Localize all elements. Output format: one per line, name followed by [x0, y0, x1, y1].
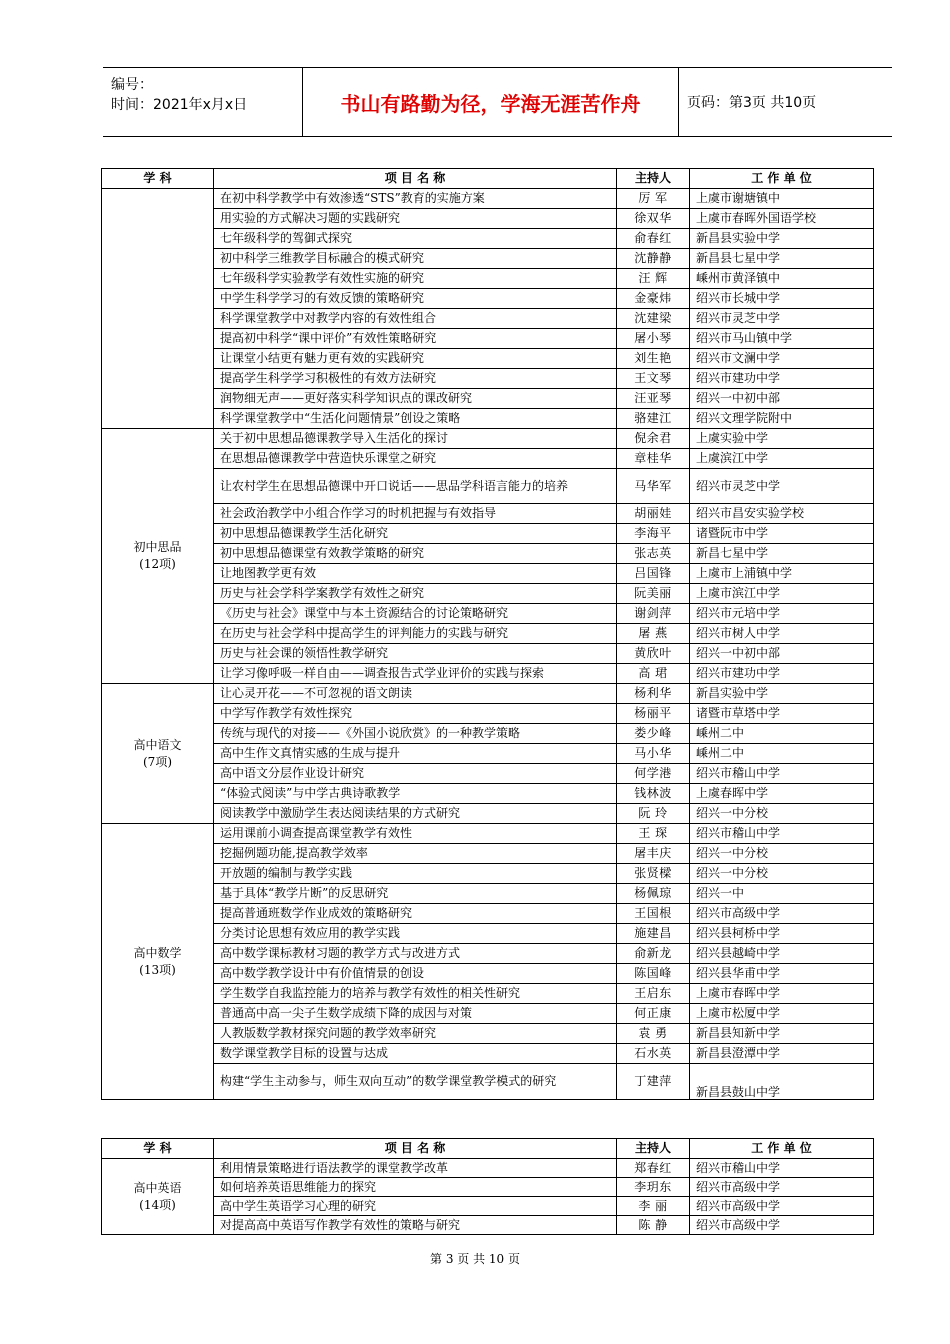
- project-unit: 绍兴市高级中学: [690, 904, 874, 924]
- project-title: 阅读教学中激励学生表达阅读结果的方式研究: [214, 804, 617, 824]
- project-title: 七年级科学实验教学有效性实施的研究: [214, 269, 617, 289]
- project-host: 钱林波: [617, 784, 690, 804]
- table-row: [102, 784, 874, 804]
- project-title: 让地图教学更有效: [214, 564, 617, 584]
- subject-count: (12项): [139, 557, 176, 571]
- project-unit: 绍兴市稽山中学: [690, 1159, 874, 1178]
- subject-count: (13项): [139, 962, 176, 977]
- col-unit-header: 工 作 单 位: [690, 169, 874, 189]
- subject-cell-empty: [102, 189, 214, 429]
- col-subject-header: 学 科: [102, 169, 214, 189]
- project-unit: 上虞市春晖中学: [690, 984, 874, 1004]
- subject-cell: [102, 684, 214, 824]
- table-row: [102, 664, 874, 684]
- table-row: [102, 289, 874, 309]
- project-unit: 绍兴县越崎中学: [690, 944, 874, 964]
- table-row: [102, 684, 874, 704]
- table-row: [102, 984, 874, 1004]
- project-unit: 嵊州市黄泽镇中: [690, 269, 874, 289]
- project-unit: 上虞春晖中学: [690, 784, 874, 804]
- project-unit: 新昌县知新中学: [690, 1024, 874, 1044]
- projects-table-1: [101, 168, 874, 1100]
- project-unit: 绍兴市昌安实验学校: [690, 504, 874, 524]
- project-host: 陈国峰: [617, 964, 690, 984]
- project-unit: 绍兴一中分校: [690, 804, 874, 824]
- project-unit: 绍兴市稽山中学: [690, 824, 874, 844]
- project-unit: 上虞滨江中学: [690, 449, 874, 469]
- project-unit: 绍兴市文澜中学: [690, 349, 874, 369]
- project-host: 张贤樑: [617, 864, 690, 884]
- table-row: [102, 1044, 874, 1064]
- project-title: 利用情景策略进行语法教学的课堂教学改革: [214, 1159, 617, 1178]
- col-unit-header: 工 作 单 位: [690, 1139, 874, 1159]
- project-host: 沈建梁: [617, 309, 690, 329]
- table-row: [102, 744, 874, 764]
- table-row: [102, 229, 874, 249]
- project-unit: 诸暨阮市中学: [690, 524, 874, 544]
- project-host: 屠丰庆: [617, 844, 690, 864]
- project-title: 用实验的方式解决习题的实践研究: [214, 209, 617, 229]
- project-host: 俞春红: [617, 229, 690, 249]
- project-title: 提高普通班数学作业成效的策略研究: [214, 904, 617, 924]
- table-row: [102, 1004, 874, 1024]
- project-title: 高中数学课标教材习题的教学方式与改进方式: [214, 944, 617, 964]
- project-title: 基于具体“教学片断”的反思研究: [214, 884, 617, 904]
- project-host: 杨利华: [617, 684, 690, 704]
- page-header: [103, 67, 892, 137]
- table-row: [102, 964, 874, 984]
- project-title: 初中科学三维教学目标融合的模式研究: [214, 249, 617, 269]
- project-unit: 绍兴一中分校: [690, 864, 874, 884]
- subject-cell: [102, 429, 214, 684]
- project-host: 王国根: [617, 904, 690, 924]
- project-host: 骆建江: [617, 409, 690, 429]
- table-row: [102, 584, 874, 604]
- project-title: 构建“学生主动参与，师生双向互动”的数学课堂教学模式的研究: [214, 1064, 617, 1100]
- table-row: [102, 1178, 874, 1197]
- project-unit: 绍兴市灵芝中学: [690, 309, 874, 329]
- table-row: [102, 624, 874, 644]
- table-row: [102, 524, 874, 544]
- project-unit: 绍兴市高级中学: [690, 1216, 874, 1235]
- project-title: 如何培养英语思维能力的探究: [214, 1178, 617, 1197]
- table-row: [102, 544, 874, 564]
- table-row: [102, 804, 874, 824]
- project-unit: 新昌县鼓山中学: [690, 1064, 874, 1100]
- project-host: 娄少峰: [617, 724, 690, 744]
- project-host: 郑春红: [617, 1159, 690, 1178]
- subject-count: (7项): [143, 754, 172, 769]
- project-unit: 绍兴市建功中学: [690, 369, 874, 389]
- project-host: 袁 勇: [617, 1024, 690, 1044]
- project-title: 七年级科学的驾御式探究: [214, 229, 617, 249]
- project-unit: 绍兴一中初中部: [690, 389, 874, 409]
- project-unit: 绍兴市长城中学: [690, 289, 874, 309]
- project-title: 让心灵开花——不可忽视的语文朗读: [214, 684, 617, 704]
- project-host: 屠小琴: [617, 329, 690, 349]
- page-footer: 第 3 页 共 10 页: [430, 1252, 520, 1266]
- table-row: [102, 864, 874, 884]
- table-header-row: [102, 169, 874, 189]
- project-title: 在历史与社会学科中提高学生的评判能力的实践与研究: [214, 624, 617, 644]
- table-row: [102, 644, 874, 664]
- project-title: 提高学生科学学习积极性的有效方法研究: [214, 369, 617, 389]
- project-unit: 新昌实验中学: [690, 684, 874, 704]
- project-unit: 绍兴市高级中学: [690, 1197, 874, 1216]
- table-row: [102, 469, 874, 504]
- header-meta: [103, 68, 303, 136]
- project-unit: 上虞市松厦中学: [690, 1004, 874, 1024]
- table-header-row: [102, 1139, 874, 1159]
- project-unit: 绍兴市建功中学: [690, 664, 874, 684]
- project-host: 汪亚琴: [617, 389, 690, 409]
- project-host: 徐双华: [617, 209, 690, 229]
- table-row: [102, 1159, 874, 1178]
- table-row: [102, 764, 874, 784]
- project-host: 杨佩琼: [617, 884, 690, 904]
- project-host: 金豪炜: [617, 289, 690, 309]
- table-row: [102, 504, 874, 524]
- header-page-code: 页码：第3页 共10页: [687, 95, 817, 111]
- project-title: 中学写作教学有效性探究: [214, 704, 617, 724]
- project-title: 高中学生英语学习心理的研究: [214, 1197, 617, 1216]
- table-row: [102, 1216, 874, 1235]
- project-title: 科学课堂教学中“生活化问题情景”创设之策略: [214, 409, 617, 429]
- project-unit: 上虞市上浦镇中学: [690, 564, 874, 584]
- project-title: 科学课堂教学中对教学内容的有效性组合: [214, 309, 617, 329]
- project-unit: 绍兴一中初中部: [690, 644, 874, 664]
- project-host: 马小华: [617, 744, 690, 764]
- table-row: [102, 1024, 874, 1044]
- project-host: 谢剑萍: [617, 604, 690, 624]
- project-title: 初中思想品德课堂有效教学策略的研究: [214, 544, 617, 564]
- project-title: 让课堂小结更有魅力更有效的实践研究: [214, 349, 617, 369]
- project-title: 高中语文分层作业设计研究: [214, 764, 617, 784]
- table-row: [102, 1197, 874, 1216]
- project-title: 传统与现代的对接——《外国小说欣赏》的一种教学策略: [214, 724, 617, 744]
- project-unit: 上虞市谢塘镇中: [690, 189, 874, 209]
- project-unit: 绍兴市元培中学: [690, 604, 874, 624]
- project-title: 关于初中思想品德课教学导入生活化的探讨: [214, 429, 617, 449]
- project-title: 高中生作文真情实感的生成与提升: [214, 744, 617, 764]
- subject-count: (14项): [139, 1197, 176, 1212]
- project-host: 李海平: [617, 524, 690, 544]
- project-host: 刘生艳: [617, 349, 690, 369]
- project-title: 让农村学生在思想品德课中开口说话——思品学科语言能力的培养: [214, 469, 617, 504]
- table-row: [102, 429, 874, 449]
- project-unit: 新昌七星中学: [690, 544, 874, 564]
- table-row: [102, 1064, 874, 1100]
- project-unit: 绍兴一中: [690, 884, 874, 904]
- project-unit: 绍兴市高级中学: [690, 1178, 874, 1197]
- code-label: 编号：: [111, 77, 153, 93]
- project-host: 李玥东: [617, 1178, 690, 1197]
- project-host: 陈 静: [617, 1216, 690, 1235]
- project-host: 王启东: [617, 984, 690, 1004]
- table-row: [102, 884, 874, 904]
- project-unit: 新昌县澄潭中学: [690, 1044, 874, 1064]
- table-row: [102, 924, 874, 944]
- table-row: [102, 564, 874, 584]
- project-title: 高中数学教学设计中有价值情景的创设: [214, 964, 617, 984]
- project-title: 在思想品德课教学中营造快乐课堂之研究: [214, 449, 617, 469]
- col-subject-header: 学 科: [102, 1139, 214, 1159]
- project-title: “体验式阅读”与中学古典诗歌教学: [214, 784, 617, 804]
- project-host: 沈静静: [617, 249, 690, 269]
- project-title: 《历史与社会》课堂中与本土资源结合的讨论策略研究: [214, 604, 617, 624]
- project-title: 初中思想品德课教学生活化研究: [214, 524, 617, 544]
- project-title: 挖掘例题功能,提高教学效率: [214, 844, 617, 864]
- project-unit: 绍兴文理学院附中: [690, 409, 874, 429]
- project-title: 历史与社会学科学案教学有效性之研究: [214, 584, 617, 604]
- table-row: [102, 309, 874, 329]
- table-row: [102, 209, 874, 229]
- project-unit: 绍兴市灵芝中学: [690, 469, 874, 504]
- project-host: 阮 玲: [617, 804, 690, 824]
- col-host-header: 主持人: [617, 1139, 690, 1159]
- project-unit: 绍兴县华甫中学: [690, 964, 874, 984]
- header-motto: 书山有路勤为径，学海无涯苦作舟: [303, 68, 679, 136]
- project-host: 杨丽平: [617, 704, 690, 724]
- table-row: [102, 944, 874, 964]
- table-row: [102, 724, 874, 744]
- project-unit: 绍兴一中分校: [690, 844, 874, 864]
- project-host: 高 珺: [617, 664, 690, 684]
- project-unit: 诸暨市草塔中学: [690, 704, 874, 724]
- subject-cell: [102, 1159, 214, 1235]
- project-title: 中学生科学学习的有效反馈的策略研究: [214, 289, 617, 309]
- project-title: 社会政治教学中小组合作学习的时机把握与有效指导: [214, 504, 617, 524]
- subject-name: 初中思品: [133, 540, 182, 554]
- table-row: [102, 269, 874, 289]
- project-host: 王文琴: [617, 369, 690, 389]
- table-row: [102, 449, 874, 469]
- table-row: [102, 409, 874, 429]
- project-host: 汪 辉: [617, 269, 690, 289]
- project-unit: 绍兴县柯桥中学: [690, 924, 874, 944]
- project-host: 马华军: [617, 469, 690, 504]
- project-title: 数学课堂教学目标的设置与达成: [214, 1044, 617, 1064]
- subject-name: 高中数学: [133, 945, 182, 960]
- table-row: [102, 824, 874, 844]
- table-row: [102, 604, 874, 624]
- project-title: 提高初中科学“课中评价”有效性策略研究: [214, 329, 617, 349]
- project-title: 普通高中高一尖子生数学成绩下降的成因与对策: [214, 1004, 617, 1024]
- project-host: 阮美丽: [617, 584, 690, 604]
- projects-table-2: [101, 1138, 874, 1235]
- project-host: 俞新龙: [617, 944, 690, 964]
- project-title: 运用课前小调查提高课堂教学有效性: [214, 824, 617, 844]
- project-host: 李 丽: [617, 1197, 690, 1216]
- project-host: 黄欣叶: [617, 644, 690, 664]
- subject-cell: [102, 824, 214, 1100]
- project-host: 吕国锋: [617, 564, 690, 584]
- table-row: [102, 189, 874, 209]
- table-row: [102, 329, 874, 349]
- table-row: [102, 369, 874, 389]
- project-title: 在初中科学教学中有效渗透“STS”教育的实施方案: [214, 189, 617, 209]
- project-unit: 绍兴市树人中学: [690, 624, 874, 644]
- project-unit: 绍兴市稽山中学: [690, 764, 874, 784]
- project-host: 施建昌: [617, 924, 690, 944]
- project-host: 王 琛: [617, 824, 690, 844]
- project-title: 对提高高中英语写作教学有效性的策略与研究: [214, 1216, 617, 1235]
- project-title: 润物细无声——更好落实科学知识点的课改研究: [214, 389, 617, 409]
- table-row: [102, 704, 874, 724]
- col-title-header: 项 目 名 称: [214, 1139, 617, 1159]
- project-unit: 嵊州二中: [690, 724, 874, 744]
- project-unit: 上虞市春晖外国语学校: [690, 209, 874, 229]
- project-host: 张志英: [617, 544, 690, 564]
- table-row: [102, 389, 874, 409]
- project-unit: 绍兴市马山镇中学: [690, 329, 874, 349]
- project-host: 厉 军: [617, 189, 690, 209]
- table-row: [102, 349, 874, 369]
- project-unit: 上虞市滨江中学: [690, 584, 874, 604]
- project-title: 分类讨论思想有效应用的教学实践: [214, 924, 617, 944]
- project-host: 何正康: [617, 1004, 690, 1024]
- project-unit: 新昌县实验中学: [690, 229, 874, 249]
- project-unit: 新昌县七星中学: [690, 249, 874, 269]
- project-host: 胡丽娃: [617, 504, 690, 524]
- table-row: [102, 249, 874, 269]
- table-row: [102, 844, 874, 864]
- time-label: 时间：2021年x月x日: [111, 97, 248, 113]
- subject-name: 高中英语: [133, 1180, 182, 1195]
- project-unit: 嵊州二中: [690, 744, 874, 764]
- table-row: [102, 904, 874, 924]
- project-host: 丁建萍: [617, 1064, 690, 1100]
- project-unit: 上虞实验中学: [690, 429, 874, 449]
- project-title: 人教版数学教材探究问题的教学效率研究: [214, 1024, 617, 1044]
- project-title: 历史与社会课的领悟性教学研究: [214, 644, 617, 664]
- col-title-header: 项 目 名 称: [214, 169, 617, 189]
- project-title: 让学习像呼吸一样自由——调查报告式学业评价的实践与探索: [214, 664, 617, 684]
- col-host-header: 主持人: [617, 169, 690, 189]
- project-host: 石水英: [617, 1044, 690, 1064]
- project-host: 何学港: [617, 764, 690, 784]
- project-host: 章桂华: [617, 449, 690, 469]
- project-title: 开放题的编制与教学实践: [214, 864, 617, 884]
- subject-name: 高中语文: [133, 737, 182, 752]
- project-title: 学生数学自我监控能力的培养与教学有效性的相关性研究: [214, 984, 617, 1004]
- project-host: 屠 燕: [617, 624, 690, 644]
- project-host: 倪余君: [617, 429, 690, 449]
